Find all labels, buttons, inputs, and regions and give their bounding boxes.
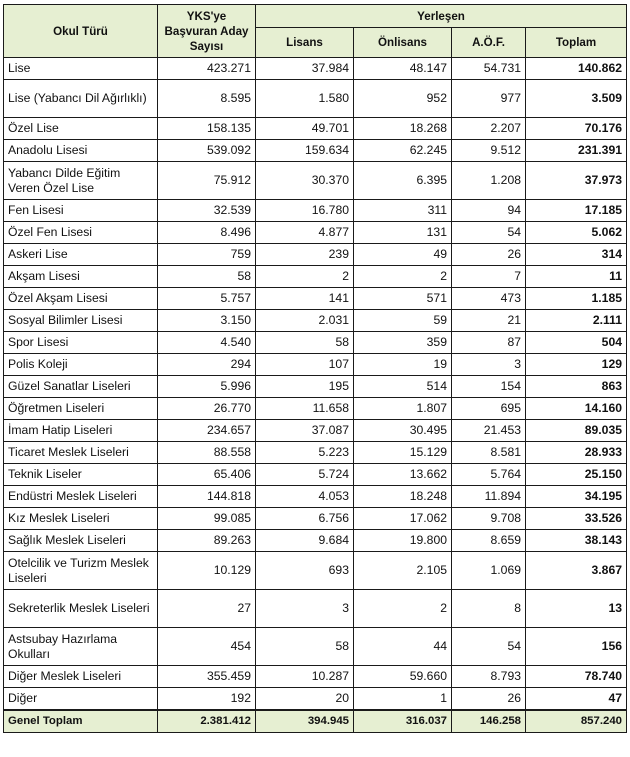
table-row: [4, 530, 627, 552]
cell-onlisans: 2: [354, 590, 452, 628]
cell-applicants: 8.496: [158, 222, 256, 244]
cell-name: Özel Fen Lisesi: [4, 222, 158, 244]
cell-aof: 94: [452, 200, 526, 222]
cell-total: 11: [526, 266, 627, 288]
cell-lisans: 37.087: [256, 420, 354, 442]
cell-name: Sağlık Meslek Liseleri: [4, 530, 158, 552]
cell-name: Akşam Lisesi: [4, 266, 158, 288]
cell-lisans: 37.984: [256, 58, 354, 80]
cell-total: 33.526: [526, 508, 627, 530]
cell-onlisans: 62.245: [354, 140, 452, 162]
cell-onlisans: 359: [354, 332, 452, 354]
cell-name: Astsubay Hazırlama Okulları: [4, 628, 158, 666]
cell-onlisans: 44: [354, 628, 452, 666]
cell-aof: 1.208: [452, 162, 526, 200]
cell-lisans: 195: [256, 376, 354, 398]
table-row: [4, 118, 627, 140]
cell-applicants: 88.558: [158, 442, 256, 464]
cell-applicants: 26.770: [158, 398, 256, 420]
cell-name: Otelcilik ve Turizm Meslek Liseleri: [4, 552, 158, 590]
cell-total: 14.160: [526, 398, 627, 420]
cell-aof: 8.793: [452, 666, 526, 688]
cell-lisans: 159.634: [256, 140, 354, 162]
cell-lisans: 3: [256, 590, 354, 628]
cell-total: 314: [526, 244, 627, 266]
grand-total-label: Genel Toplam: [4, 710, 158, 733]
table-row: [4, 628, 627, 666]
header-total: Toplam: [526, 28, 627, 58]
cell-applicants: 539.092: [158, 140, 256, 162]
cell-total: 34.195: [526, 486, 627, 508]
cell-aof: 26: [452, 244, 526, 266]
cell-applicants: 759: [158, 244, 256, 266]
cell-total: 5.062: [526, 222, 627, 244]
cell-aof: 11.894: [452, 486, 526, 508]
cell-total: 3.867: [526, 552, 627, 590]
table-body: [4, 58, 627, 710]
cell-applicants: 234.657: [158, 420, 256, 442]
cell-name: Teknik Liseler: [4, 464, 158, 486]
table-row: [4, 354, 627, 376]
cell-aof: 26: [452, 688, 526, 710]
cell-aof: 54.731: [452, 58, 526, 80]
cell-onlisans: 48.147: [354, 58, 452, 80]
table-row: [4, 420, 627, 442]
cell-onlisans: 13.662: [354, 464, 452, 486]
table-row: [4, 222, 627, 244]
cell-name: Kız Meslek Liseleri: [4, 508, 158, 530]
cell-lisans: 9.684: [256, 530, 354, 552]
cell-lisans: 10.287: [256, 666, 354, 688]
cell-lisans: 20: [256, 688, 354, 710]
cell-aof: 5.764: [452, 464, 526, 486]
cell-total: 863: [526, 376, 627, 398]
cell-name: Özel Akşam Lisesi: [4, 288, 158, 310]
cell-total: 47: [526, 688, 627, 710]
cell-onlisans: 19: [354, 354, 452, 376]
table-row: [4, 332, 627, 354]
cell-aof: 9.708: [452, 508, 526, 530]
table-row: [4, 688, 627, 710]
cell-total: 3.509: [526, 80, 627, 118]
cell-total: 70.176: [526, 118, 627, 140]
cell-onlisans: 1.807: [354, 398, 452, 420]
cell-name: Diğer: [4, 688, 158, 710]
cell-aof: 9.512: [452, 140, 526, 162]
cell-aof: 977: [452, 80, 526, 118]
table-row: [4, 58, 627, 80]
cell-name: Askeri Lise: [4, 244, 158, 266]
table-row: [4, 288, 627, 310]
cell-name: Özel Lise: [4, 118, 158, 140]
cell-applicants: 89.263: [158, 530, 256, 552]
cell-total: 37.973: [526, 162, 627, 200]
cell-aof: 2.207: [452, 118, 526, 140]
cell-lisans: 2.031: [256, 310, 354, 332]
cell-applicants: 27: [158, 590, 256, 628]
cell-onlisans: 2: [354, 266, 452, 288]
table-row: [4, 398, 627, 420]
cell-lisans: 49.701: [256, 118, 354, 140]
grand-total-aof: 146.258: [452, 710, 526, 733]
grand-total-total: 857.240: [526, 710, 627, 733]
cell-onlisans: 2.105: [354, 552, 452, 590]
cell-onlisans: 15.129: [354, 442, 452, 464]
cell-name: Fen Lisesi: [4, 200, 158, 222]
grand-total-applicants: 2.381.412: [158, 710, 256, 733]
cell-lisans: 58: [256, 332, 354, 354]
cell-lisans: 4.053: [256, 486, 354, 508]
header-aof: A.Ö.F.: [452, 28, 526, 58]
cell-onlisans: 49: [354, 244, 452, 266]
cell-onlisans: 952: [354, 80, 452, 118]
cell-applicants: 294: [158, 354, 256, 376]
cell-total: 1.185: [526, 288, 627, 310]
table-row: [4, 486, 627, 508]
cell-onlisans: 131: [354, 222, 452, 244]
cell-onlisans: 59: [354, 310, 452, 332]
cell-applicants: 3.150: [158, 310, 256, 332]
table-row: [4, 200, 627, 222]
placement-table: [3, 4, 627, 733]
cell-name: Anadolu Lisesi: [4, 140, 158, 162]
cell-onlisans: 19.800: [354, 530, 452, 552]
table-row: [4, 244, 627, 266]
table-row: [4, 80, 627, 118]
table-row: [4, 162, 627, 200]
cell-onlisans: 6.395: [354, 162, 452, 200]
cell-aof: 695: [452, 398, 526, 420]
cell-name: Ticaret Meslek Liseleri: [4, 442, 158, 464]
cell-aof: 8.659: [452, 530, 526, 552]
grand-total-lisans: 394.945: [256, 710, 354, 733]
header-school-type: Okul Türü: [4, 5, 158, 58]
cell-aof: 87: [452, 332, 526, 354]
cell-applicants: 423.271: [158, 58, 256, 80]
cell-total: 17.185: [526, 200, 627, 222]
table-row: [4, 464, 627, 486]
cell-applicants: 10.129: [158, 552, 256, 590]
cell-name: Diğer Meslek Liseleri: [4, 666, 158, 688]
cell-total: 28.933: [526, 442, 627, 464]
cell-aof: 8: [452, 590, 526, 628]
cell-applicants: 158.135: [158, 118, 256, 140]
cell-applicants: 454: [158, 628, 256, 666]
cell-onlisans: 311: [354, 200, 452, 222]
cell-lisans: 30.370: [256, 162, 354, 200]
cell-applicants: 99.085: [158, 508, 256, 530]
cell-applicants: 5.996: [158, 376, 256, 398]
cell-applicants: 32.539: [158, 200, 256, 222]
cell-total: 13: [526, 590, 627, 628]
cell-total: 89.035: [526, 420, 627, 442]
cell-aof: 8.581: [452, 442, 526, 464]
table-row: [4, 266, 627, 288]
cell-aof: 54: [452, 628, 526, 666]
table-row: [4, 590, 627, 628]
grand-total-onlisans: 316.037: [354, 710, 452, 733]
cell-applicants: 5.757: [158, 288, 256, 310]
cell-onlisans: 514: [354, 376, 452, 398]
cell-onlisans: 17.062: [354, 508, 452, 530]
header-onlisans: Önlisans: [354, 28, 452, 58]
cell-aof: 473: [452, 288, 526, 310]
cell-name: İmam Hatip Liseleri: [4, 420, 158, 442]
cell-total: 140.862: [526, 58, 627, 80]
table-row: [4, 552, 627, 590]
cell-lisans: 6.756: [256, 508, 354, 530]
table-row: [4, 666, 627, 688]
cell-applicants: 355.459: [158, 666, 256, 688]
cell-lisans: 693: [256, 552, 354, 590]
cell-lisans: 5.223: [256, 442, 354, 464]
cell-onlisans: 59.660: [354, 666, 452, 688]
cell-lisans: 141: [256, 288, 354, 310]
cell-applicants: 65.406: [158, 464, 256, 486]
cell-aof: 21.453: [452, 420, 526, 442]
cell-lisans: 2: [256, 266, 354, 288]
cell-total: 129: [526, 354, 627, 376]
table-row: [4, 140, 627, 162]
cell-lisans: 239: [256, 244, 354, 266]
cell-aof: 7: [452, 266, 526, 288]
cell-applicants: 58: [158, 266, 256, 288]
cell-lisans: 16.780: [256, 200, 354, 222]
cell-onlisans: 18.268: [354, 118, 452, 140]
cell-lisans: 4.877: [256, 222, 354, 244]
header-applicants: YKS'ye Başvuran Aday Sayısı: [158, 5, 256, 58]
cell-applicants: 4.540: [158, 332, 256, 354]
cell-total: 38.143: [526, 530, 627, 552]
cell-total: 78.740: [526, 666, 627, 688]
header-lisans: Lisans: [256, 28, 354, 58]
cell-total: 504: [526, 332, 627, 354]
cell-lisans: 1.580: [256, 80, 354, 118]
cell-applicants: 192: [158, 688, 256, 710]
cell-total: 156: [526, 628, 627, 666]
cell-name: Güzel Sanatlar Liseleri: [4, 376, 158, 398]
table-row: [4, 508, 627, 530]
cell-name: Spor Lisesi: [4, 332, 158, 354]
cell-total: 25.150: [526, 464, 627, 486]
cell-name: Polis Koleji: [4, 354, 158, 376]
table-row: [4, 442, 627, 464]
cell-applicants: 8.595: [158, 80, 256, 118]
cell-onlisans: 571: [354, 288, 452, 310]
cell-name: Sosyal Bilimler Lisesi: [4, 310, 158, 332]
header-placed: Yerleşen: [256, 5, 627, 28]
cell-onlisans: 18.248: [354, 486, 452, 508]
cell-aof: 154: [452, 376, 526, 398]
table-footer: [4, 710, 627, 733]
table-row: [4, 376, 627, 398]
cell-total: 2.111: [526, 310, 627, 332]
cell-applicants: 144.818: [158, 486, 256, 508]
grand-total-row: [4, 710, 627, 733]
cell-lisans: 5.724: [256, 464, 354, 486]
cell-name: Endüstri Meslek Liseleri: [4, 486, 158, 508]
cell-lisans: 107: [256, 354, 354, 376]
cell-lisans: 11.658: [256, 398, 354, 420]
cell-onlisans: 30.495: [354, 420, 452, 442]
cell-name: Yabancı Dilde Eğitim Veren Özel Lise: [4, 162, 158, 200]
cell-lisans: 58: [256, 628, 354, 666]
cell-aof: 21: [452, 310, 526, 332]
cell-aof: 1.069: [452, 552, 526, 590]
table-row: [4, 310, 627, 332]
cell-name: Lise: [4, 58, 158, 80]
cell-aof: 54: [452, 222, 526, 244]
cell-total: 231.391: [526, 140, 627, 162]
table-header: [4, 5, 627, 58]
cell-name: Lise (Yabancı Dil Ağırlıklı): [4, 80, 158, 118]
cell-name: Sekreterlik Meslek Liseleri: [4, 590, 158, 628]
cell-applicants: 75.912: [158, 162, 256, 200]
cell-name: Öğretmen Liseleri: [4, 398, 158, 420]
cell-aof: 3: [452, 354, 526, 376]
cell-onlisans: 1: [354, 688, 452, 710]
